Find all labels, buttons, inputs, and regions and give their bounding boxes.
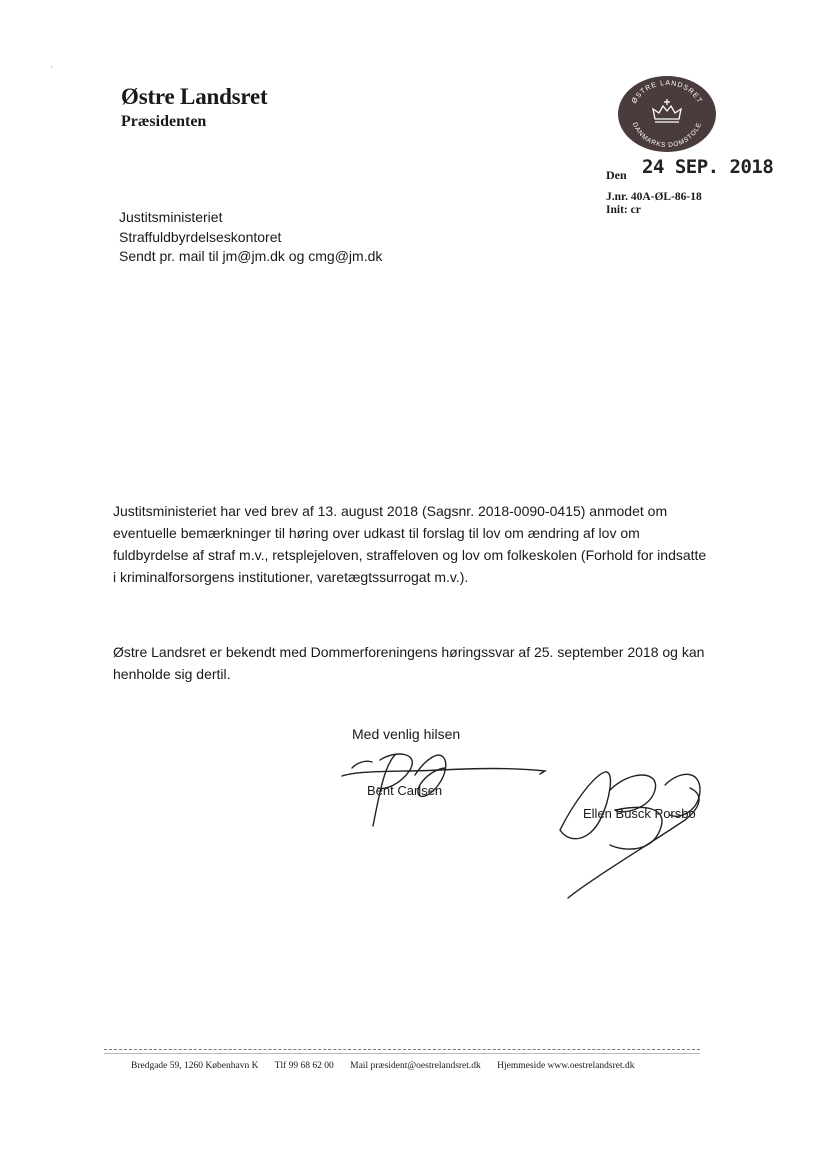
seal-disc <box>618 76 716 152</box>
org-name: Østre Landsret <box>121 84 268 109</box>
signer-1-name: Bent Carlsen <box>367 783 443 798</box>
seal-bottom-text: DANMARKS DOMSTOLE <box>630 121 704 150</box>
court-seal-stamp <box>617 75 717 153</box>
initials: Init: cr <box>606 204 641 216</box>
journal-number: J.nr. 40A-ØL-86-18 <box>606 191 702 203</box>
body-paragraph-1: Justitsministeriet har ved brev af 13. august 2018 (Sagsnr. 2018-0090-0415) anmodet om eventuelle bemærkninger til høring over udkast til forslag til lov om ændring af lov om fuldbyrdelse af straf m.v., retsplejeloven, straffeloven og lov om folkeskolen (Forhold for indsatte i kriminalforsorgens institutioner, varetægtssurrogat m.v.). <box>113 503 707 585</box>
signature-2-stroke <box>568 788 699 898</box>
footer <box>131 1061 649 1071</box>
recipient-line-2: Straffuldbyrdelseskontoret <box>119 229 282 245</box>
footer-address: Bredgade 59, 1260 København K <box>131 1061 259 1071</box>
footer-website: Hjemmeside www.oestrelandsret.dk <box>497 1061 635 1071</box>
footer-phone: Tlf 99 68 62 00 <box>274 1061 334 1071</box>
seal-top-text: ØSTRE LANDSRET <box>630 79 704 105</box>
date-label: Den <box>606 168 627 182</box>
scan-speck: · <box>50 62 53 72</box>
signer-2-name: Ellen Busck Porsbo <box>583 806 696 821</box>
signature-1-stroke <box>342 769 545 776</box>
recipient-line-3: Sendt pr. mail til jm@jm.dk og cmg@jm.dk <box>119 248 383 264</box>
recipient-line-1: Justitsministeriet <box>119 209 223 225</box>
footer-divider <box>104 1053 700 1054</box>
signature-1-stroke <box>352 761 372 768</box>
footer-mail: Mail præsident@oestrelandsret.dk <box>350 1061 481 1071</box>
org-subtitle: Præsidenten <box>121 113 207 130</box>
date-stamp: 24 SEP. 2018 <box>642 156 774 178</box>
body-paragraph-2: Østre Landsret er bekendt med Dommerforeningens høringssvar af 25. september 2018 og kan henholde sig dertil. <box>113 644 705 682</box>
footer-divider <box>104 1049 700 1050</box>
closing-salutation: Med venlig hilsen <box>352 726 461 742</box>
